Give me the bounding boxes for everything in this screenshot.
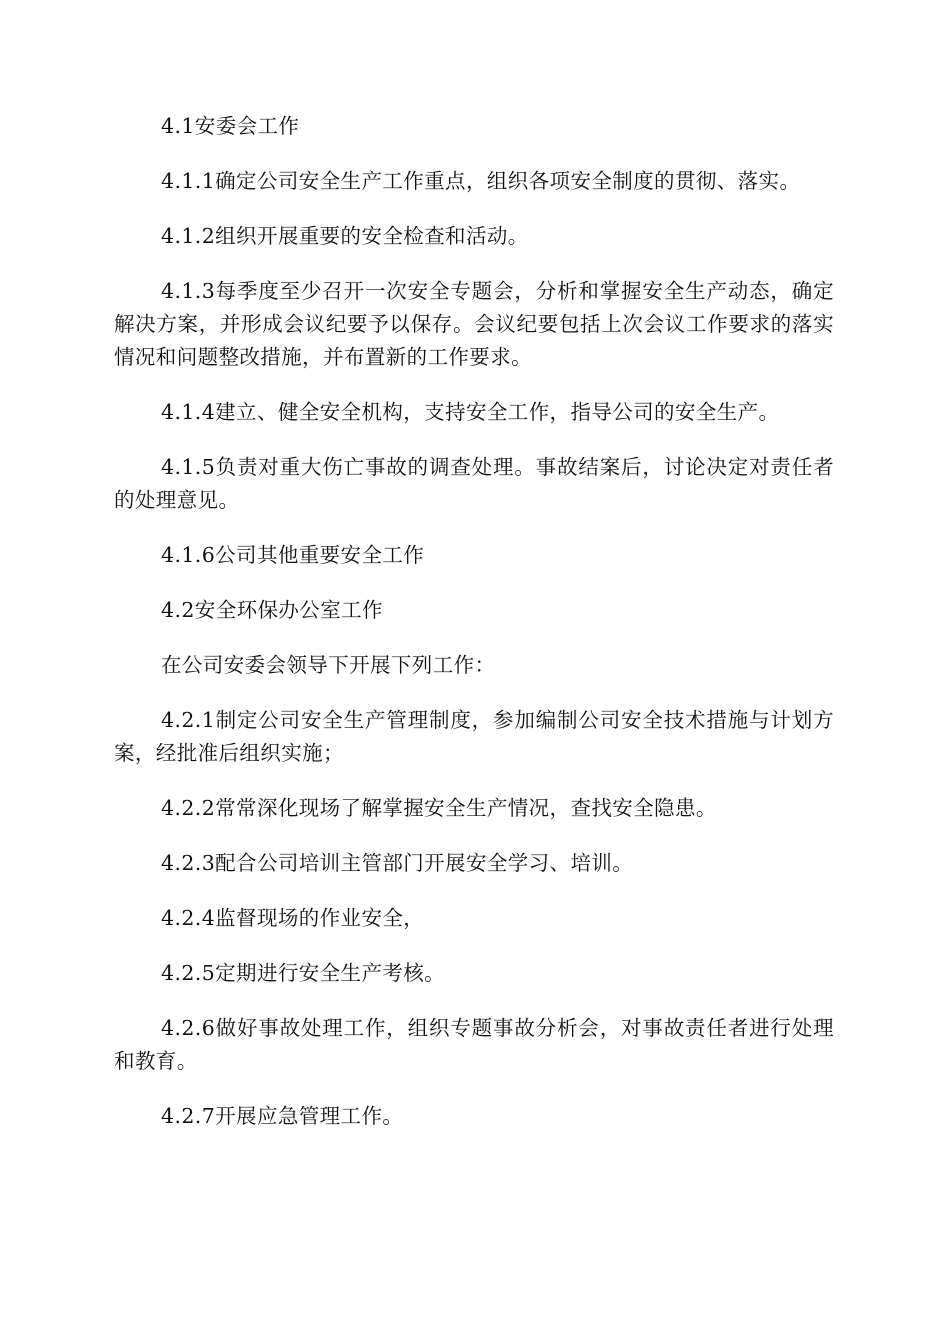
paragraph-4-2-4: 4.2.4监督现场的作业安全， [161, 906, 425, 930]
section-heading-4-1: 4.1安委会工作 [161, 114, 300, 138]
paragraph-4-1-6: 4.1.6公司其他重要安全工作 [161, 543, 425, 567]
paragraph-4-2-7: 4.2.7开展应急管理工作。 [161, 1104, 404, 1128]
document-body [114, 110, 834, 1155]
paragraph-4-1-3: 4.1.3每季度至少召开一次安全专题会，分析和掌握安全生产动态，确定解决方案，并形成会议纪要予以保存。会议纪要包括上次会议工作要求的落实情况和问题整改措施，并布置新的工作要求。 [114, 279, 834, 369]
paragraph-4-1-1: 4.1.1确定公司安全生产工作重点，组织各项安全制度的贯彻、落实。 [161, 169, 801, 193]
paragraph-4-2-2: 4.2.2常常深化现场了解掌握安全生产情况，查找安全隐患。 [161, 796, 717, 820]
paragraph-4-2-6: 4.2.6做好事故处理工作，组织专题事故分析会，对事故责任者进行处理和教育。 [114, 1016, 834, 1073]
section-heading-4-2: 4.2安全环保办公室工作 [161, 598, 383, 622]
paragraph-4-1-2: 4.1.2组织开展重要的安全检查和活动。 [161, 224, 529, 248]
paragraph-4-2-5: 4.2.5定期进行安全生产考核。 [161, 961, 446, 985]
paragraph-4-2-intro: 在公司安委会领导下开展下列工作： [161, 653, 496, 677]
paragraph-4-2-1: 4.2.1制定公司安全生产管理制度，参加编制公司安全技术措施与计划方案，经批准后组织实施； [114, 708, 834, 765]
paragraph-4-1-4: 4.1.4建立、健全安全机构，支持安全工作，指导公司的安全生产。 [161, 400, 780, 424]
paragraph-4-2-3: 4.2.3配合公司培训主管部门开展安全学习、培训。 [161, 851, 634, 875]
paragraph-4-1-5: 4.1.5负责对重大伤亡事故的调查处理。事故结案后，讨论决定对责任者的处理意见。 [114, 455, 834, 512]
